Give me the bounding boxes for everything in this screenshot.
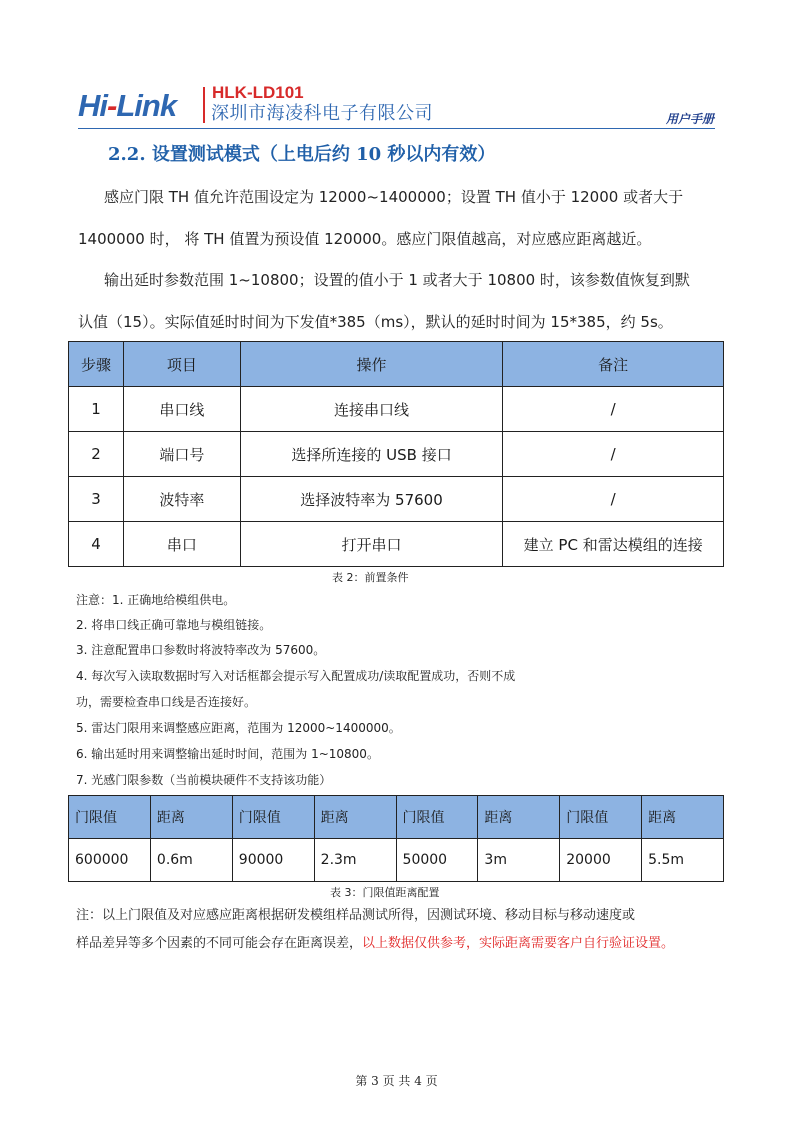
header-cell: 门限值 bbox=[396, 796, 478, 839]
cell: 50000 bbox=[396, 839, 478, 882]
table-2-caption: 表 2：前置条件 bbox=[332, 571, 409, 584]
header-divider-bar bbox=[203, 87, 205, 123]
note-5: 5. 雷达门限用来调整感应距离，范围为 12000~1400000。 bbox=[76, 721, 401, 735]
table-header-row bbox=[69, 796, 724, 839]
header-cell: 操作 bbox=[240, 342, 503, 387]
cell: 2 bbox=[69, 432, 124, 477]
header-cell: 门限值 bbox=[560, 796, 642, 839]
note-3: 3. 注意配置串口参数时将波特率改为 57600。 bbox=[76, 643, 326, 657]
note-2: 2. 将串口线正确可靠地与模组链接。 bbox=[76, 618, 272, 632]
header-cell: 项目 bbox=[123, 342, 240, 387]
note-4-line-2: 功，需要检查串口线是否连接好。 bbox=[76, 695, 257, 709]
note-1: 注意：1. 正确地给模组供电。 bbox=[76, 593, 236, 607]
page-footer: 第 3 页 共 4 页 bbox=[355, 1074, 438, 1088]
note-7: 7. 光感门限参数（当前模块硬件不支持该功能） bbox=[76, 773, 332, 787]
cell: 1 bbox=[69, 387, 124, 432]
paragraph-1-line-2: 1400000 时， 将 TH 值置为预设值 120000。感应门限值越高，对应感应距离越近。 bbox=[78, 230, 652, 248]
cell: 90000 bbox=[232, 839, 314, 882]
note-6: 6. 输出延时用来调整输出延时时间，范围为 1~10800。 bbox=[76, 747, 379, 761]
cell: 串口 bbox=[123, 522, 240, 567]
header-rule bbox=[78, 128, 715, 129]
cell: 串口线 bbox=[123, 387, 240, 432]
cell: 连接串口线 bbox=[240, 387, 503, 432]
table-row bbox=[69, 839, 724, 882]
header-cell: 门限值 bbox=[232, 796, 314, 839]
cell: 3 bbox=[69, 477, 124, 522]
header-cell: 距离 bbox=[150, 796, 232, 839]
header-cell: 距离 bbox=[642, 796, 724, 839]
cell: / bbox=[503, 477, 724, 522]
cell: 2.3m bbox=[314, 839, 396, 882]
hilink-logo bbox=[78, 86, 200, 126]
cell: 打开串口 bbox=[240, 522, 503, 567]
company-name: 深圳市海凌科电子有限公司 bbox=[211, 103, 433, 124]
header-cell: 步骤 bbox=[69, 342, 124, 387]
logo-link: Link bbox=[116, 88, 177, 123]
final-note-line-2 bbox=[76, 935, 674, 953]
paragraph-2-line-2: 认值（15）。实际值延时时间为下发值*385（ms），默认的延时时间为 15*385，约 5s。 bbox=[78, 313, 673, 331]
table-row bbox=[69, 477, 724, 522]
cell: 600000 bbox=[69, 839, 151, 882]
table-header-row bbox=[69, 342, 724, 387]
header-cell: 距离 bbox=[314, 796, 396, 839]
note-4-line-1: 4. 每次写入读取数据时写入对话框都会提示写入配置成功/读取配置成功，否则不成 bbox=[76, 669, 516, 683]
header-cell: 门限值 bbox=[69, 796, 151, 839]
cell: 5.5m bbox=[642, 839, 724, 882]
cell: 建立 PC 和雷达模组的连接 bbox=[503, 522, 724, 567]
cell: 选择波特率为 57600 bbox=[240, 477, 503, 522]
cell: 4 bbox=[69, 522, 124, 567]
preconditions-table bbox=[68, 341, 724, 567]
logo-hi: Hi bbox=[78, 88, 107, 123]
cell: 选择所连接的 USB 接口 bbox=[240, 432, 503, 477]
cell: 0.6m bbox=[150, 839, 232, 882]
paragraph-1-line-1: 感应门限 TH 值允许范围设定为 12000~1400000；设置 TH 值小于 12000 或者大于 bbox=[104, 188, 684, 206]
cell: / bbox=[503, 387, 724, 432]
final-note-line-1: 注：以上门限值及对应感应距离根据研发模组样品测试所得，因测试环境、移动目标与移动速度或 bbox=[76, 908, 636, 923]
table-row bbox=[69, 432, 724, 477]
cell: 20000 bbox=[560, 839, 642, 882]
table-3-caption: 表 3：门限值距离配置 bbox=[330, 886, 440, 899]
table-row bbox=[69, 387, 724, 432]
logo-dash: - bbox=[107, 88, 117, 123]
threshold-distance-table bbox=[68, 795, 724, 882]
cell: 波特率 bbox=[123, 477, 240, 522]
paragraph-2-line-1: 输出延时参数范围 1~10800；设置的值小于 1 或者大于 10800 时，该参数值恢复到默 bbox=[104, 271, 690, 289]
table-row bbox=[69, 522, 724, 567]
manual-label: 用户手册 bbox=[665, 112, 714, 126]
cell: 3m bbox=[478, 839, 560, 882]
final-note-warning: 以上数据仅供参考，实际距离需要客户自行验证设置。 bbox=[362, 936, 675, 951]
header-cell: 备注 bbox=[503, 342, 724, 387]
cell: 端口号 bbox=[123, 432, 240, 477]
header-cell: 距离 bbox=[478, 796, 560, 839]
cell: / bbox=[503, 432, 724, 477]
model-name: HLK-LD101 bbox=[212, 83, 304, 102]
final-note-plain: 样品差异等多个因素的不同可能会存在距离误差， bbox=[76, 936, 363, 951]
section-heading: 2.2. 设置测试模式（上电后约 10 秒以内有效） bbox=[108, 144, 496, 165]
